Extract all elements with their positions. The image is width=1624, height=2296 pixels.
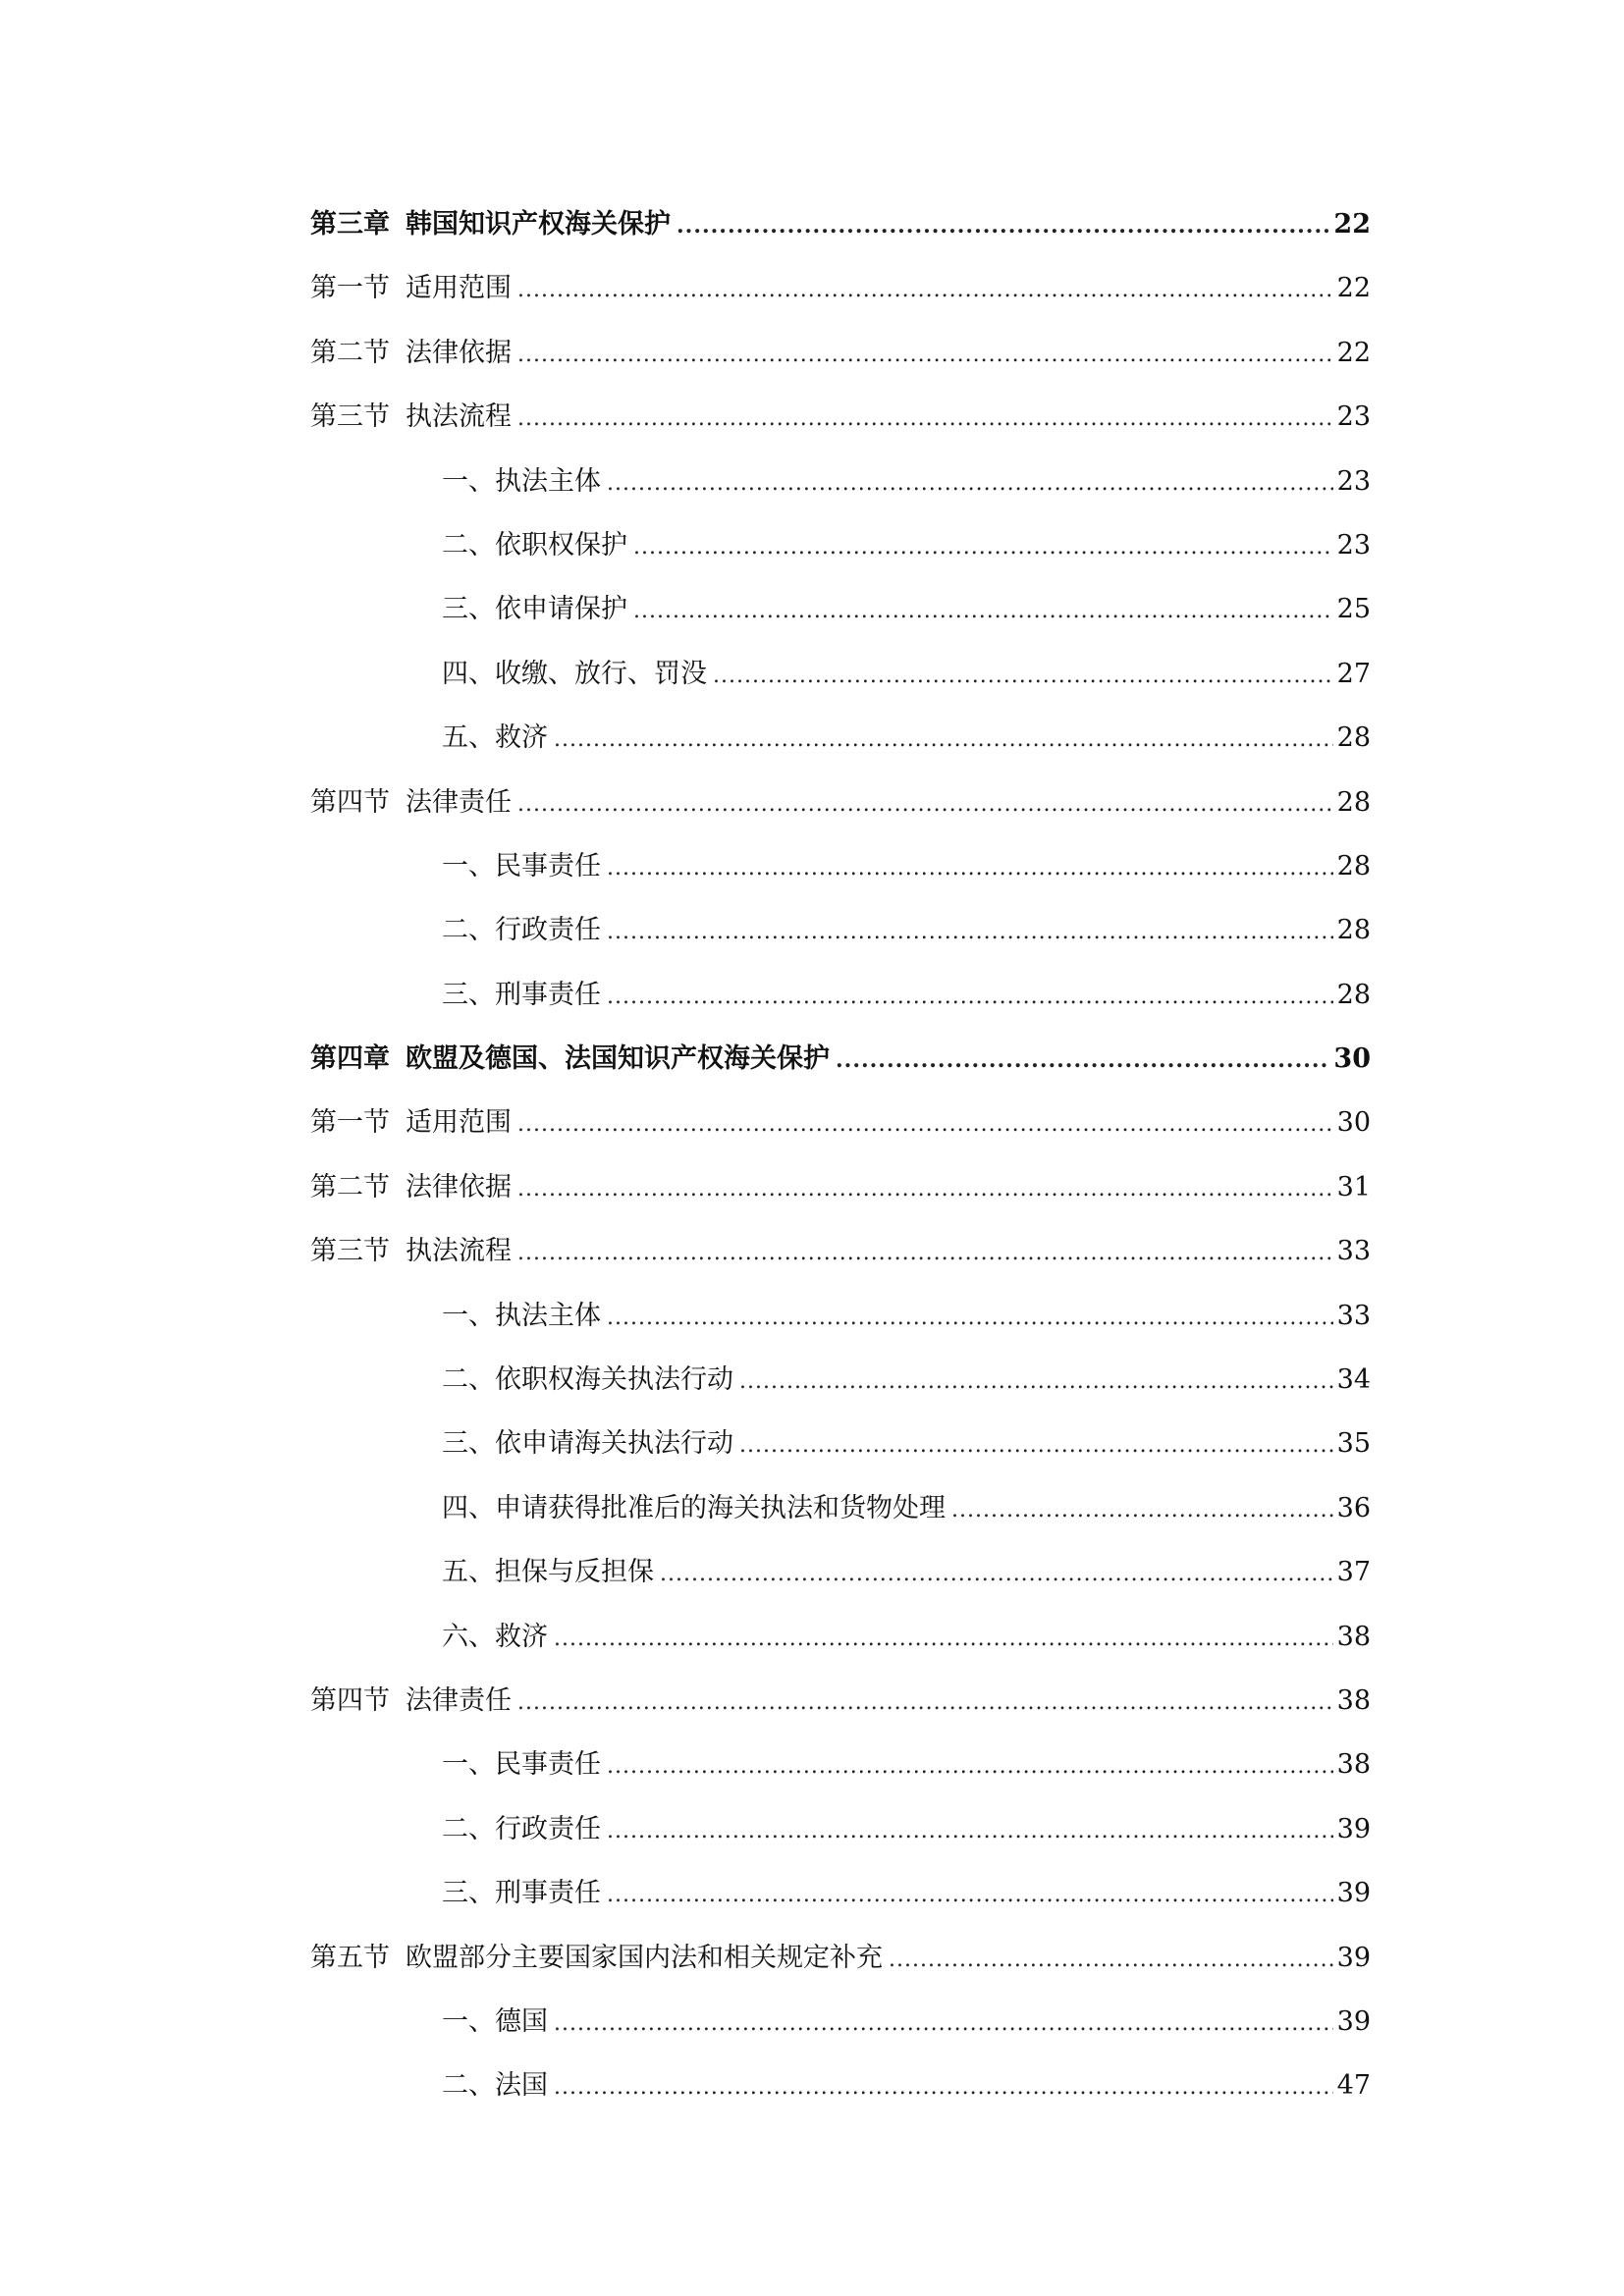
toc-entry-page-number: 38 <box>1336 1749 1371 1781</box>
toc-entry-page-number: 28 <box>1336 722 1371 754</box>
toc-subsection-entry[interactable] <box>310 898 1371 962</box>
toc-section-entry[interactable] <box>310 771 1371 834</box>
dot-leader <box>517 323 1333 387</box>
dot-leader <box>713 644 1333 708</box>
dot-leader <box>607 1735 1333 1798</box>
toc-subsection-entry[interactable] <box>310 1476 1371 1540</box>
table-of-contents <box>310 192 1371 2118</box>
toc-entry-title: 一、执法主体 <box>442 1300 601 1331</box>
toc-section-entry[interactable] <box>310 1926 1371 1990</box>
dot-leader <box>517 1221 1333 1285</box>
dot-leader <box>607 1286 1333 1350</box>
dot-leader <box>607 965 1333 1029</box>
toc-subsection-entry[interactable] <box>310 1861 1371 1925</box>
toc-section-entry[interactable] <box>310 256 1371 320</box>
toc-subsection-entry[interactable] <box>310 2054 1371 2117</box>
toc-entry-page-number: 22 <box>1336 273 1371 304</box>
toc-entry-page-number: 39 <box>1336 1878 1371 1909</box>
toc-section-entry[interactable] <box>310 385 1371 449</box>
toc-entry-title: 法律责任 <box>406 786 512 818</box>
toc-subsection-entry[interactable] <box>310 642 1371 706</box>
toc-entry-page-number: 28 <box>1336 786 1371 818</box>
toc-entry-title: 适用范围 <box>406 273 512 304</box>
dot-leader <box>554 708 1333 772</box>
toc-subsection-entry[interactable] <box>310 450 1371 513</box>
dot-leader <box>517 1671 1333 1735</box>
toc-entry-number: 第五节 <box>310 1942 390 1973</box>
toc-entry-number: 第三节 <box>310 1236 390 1267</box>
toc-entry-title: 二、行政责任 <box>442 1813 601 1844</box>
dot-leader <box>517 1157 1333 1221</box>
dot-leader <box>554 2056 1333 2119</box>
toc-entry-title: 五、担保与反担保 <box>442 1557 654 1588</box>
toc-entry-title: 二、依职权海关执法行动 <box>442 1364 733 1396</box>
toc-entry-title: 六、救济 <box>442 1621 548 1652</box>
dot-leader <box>607 836 1333 900</box>
dot-leader <box>607 1799 1333 1863</box>
toc-entry-page-number: 22 <box>1333 209 1371 240</box>
toc-subsection-entry[interactable] <box>310 1348 1371 1412</box>
dot-leader <box>889 1928 1333 1992</box>
toc-entry-title: 法律依据 <box>406 1171 512 1202</box>
toc-entry-page-number: 28 <box>1336 915 1371 946</box>
dot-leader <box>836 1029 1329 1093</box>
toc-entry-page-number: 28 <box>1336 850 1371 881</box>
dot-leader <box>607 452 1333 515</box>
toc-subsection-entry[interactable] <box>310 1284 1371 1348</box>
dot-leader <box>517 773 1333 836</box>
toc-entry-number: 第二节 <box>310 1171 390 1202</box>
dot-leader <box>660 1542 1333 1606</box>
toc-entry-page-number: 35 <box>1336 1428 1371 1460</box>
toc-entry-title: 四、收缴、放行、罚没 <box>442 658 707 689</box>
toc-entry-page-number: 34 <box>1336 1364 1371 1396</box>
toc-section-entry[interactable] <box>310 1091 1371 1154</box>
toc-entry-number: 第四节 <box>310 786 390 818</box>
toc-entry-page-number: 28 <box>1336 979 1371 1010</box>
toc-entry-title: 一、执法主体 <box>442 465 601 497</box>
toc-section-entry[interactable] <box>310 1219 1371 1283</box>
toc-entry-page-number: 22 <box>1336 337 1371 368</box>
toc-entry-title: 五、救济 <box>442 722 548 754</box>
toc-entry-page-number: 38 <box>1336 1684 1371 1716</box>
toc-entry-page-number: 36 <box>1336 1492 1371 1523</box>
toc-entry-number: 第三节 <box>310 401 390 433</box>
toc-entry-title: 执法流程 <box>406 1236 512 1267</box>
toc-entry-page-number: 23 <box>1336 529 1371 561</box>
toc-entry-title: 适用范围 <box>406 1107 512 1139</box>
toc-entry-title: 法律责任 <box>406 1684 512 1716</box>
dot-leader <box>517 258 1333 322</box>
toc-entry-number: 第一节 <box>310 273 390 304</box>
dot-leader <box>739 1414 1333 1477</box>
toc-subsection-entry[interactable] <box>310 1540 1371 1604</box>
toc-entry-title: 三、依申请海关执法行动 <box>442 1428 733 1460</box>
toc-entry-title: 二、法国 <box>442 2070 548 2102</box>
toc-entry-page-number: 38 <box>1336 1621 1371 1652</box>
toc-entry-title: 法律依据 <box>406 337 512 368</box>
toc-subsection-entry[interactable] <box>310 1990 1371 2054</box>
toc-subsection-entry[interactable] <box>310 577 1371 641</box>
toc-entry-title: 一、民事责任 <box>442 1749 601 1781</box>
toc-entry-number: 第一节 <box>310 1107 390 1139</box>
toc-entry-page-number: 25 <box>1336 594 1371 625</box>
dot-leader <box>739 1350 1333 1414</box>
toc-entry-page-number: 39 <box>1336 1813 1371 1844</box>
toc-entry-page-number: 30 <box>1336 1107 1371 1139</box>
toc-chapter-entry[interactable] <box>310 1027 1371 1091</box>
toc-entry-number: 第二节 <box>310 337 390 368</box>
toc-entry-title: 欧盟及德国、法国知识产权海关保护 <box>406 1043 830 1075</box>
toc-subsection-entry[interactable] <box>310 1605 1371 1669</box>
toc-entry-page-number: 39 <box>1336 1942 1371 1973</box>
toc-entry-page-number: 37 <box>1336 1557 1371 1588</box>
toc-section-entry[interactable] <box>310 321 1371 385</box>
dot-leader <box>607 1863 1333 1927</box>
dot-leader <box>677 194 1329 258</box>
toc-entry-page-number: 27 <box>1336 658 1371 689</box>
toc-subsection-entry[interactable] <box>310 1412 1371 1475</box>
toc-entry-title: 三、刑事责任 <box>442 1878 601 1909</box>
dot-leader <box>633 579 1333 643</box>
dot-leader <box>951 1478 1333 1542</box>
toc-entry-page-number: 31 <box>1336 1171 1371 1202</box>
toc-entry-page-number: 47 <box>1336 2070 1371 2102</box>
toc-subsection-entry[interactable] <box>310 706 1371 770</box>
toc-entry-number: 第三章 <box>310 209 390 240</box>
toc-entry-page-number: 39 <box>1336 2005 1371 2037</box>
dot-leader <box>554 1992 1333 2056</box>
toc-chapter-entry[interactable] <box>310 192 1371 256</box>
toc-entry-number: 第四节 <box>310 1684 390 1716</box>
toc-entry-title: 执法流程 <box>406 401 512 433</box>
toc-entry-title: 一、德国 <box>442 2005 548 2037</box>
toc-entry-page-number: 23 <box>1336 465 1371 497</box>
toc-subsection-entry[interactable] <box>310 834 1371 898</box>
dot-leader <box>517 1093 1333 1156</box>
toc-entry-page-number: 30 <box>1333 1043 1371 1075</box>
toc-section-entry[interactable] <box>310 1155 1371 1219</box>
dot-leader <box>607 900 1333 964</box>
toc-entry-number: 第四章 <box>310 1043 390 1075</box>
toc-entry-title: 二、行政责任 <box>442 915 601 946</box>
toc-subsection-entry[interactable] <box>310 1733 1371 1796</box>
toc-entry-title: 三、依申请保护 <box>442 594 627 625</box>
toc-entry-title: 韩国知识产权海关保护 <box>406 209 671 240</box>
toc-section-entry[interactable] <box>310 1669 1371 1733</box>
toc-entry-title: 三、刑事责任 <box>442 979 601 1010</box>
toc-entry-title: 一、民事责任 <box>442 850 601 881</box>
dot-leader <box>517 387 1333 451</box>
toc-subsection-entry[interactable] <box>310 963 1371 1027</box>
toc-entry-title: 二、依职权保护 <box>442 529 627 561</box>
toc-entry-page-number: 33 <box>1336 1300 1371 1331</box>
toc-subsection-entry[interactable] <box>310 1797 1371 1861</box>
dot-leader <box>633 515 1333 579</box>
toc-entry-title: 欧盟部分主要国家国内法和相关规定补充 <box>406 1942 883 1973</box>
toc-subsection-entry[interactable] <box>310 513 1371 577</box>
toc-entry-title: 四、申请获得批准后的海关执法和货物处理 <box>442 1492 946 1523</box>
toc-entry-page-number: 33 <box>1336 1236 1371 1267</box>
dot-leader <box>554 1607 1333 1671</box>
toc-entry-page-number: 23 <box>1336 401 1371 433</box>
